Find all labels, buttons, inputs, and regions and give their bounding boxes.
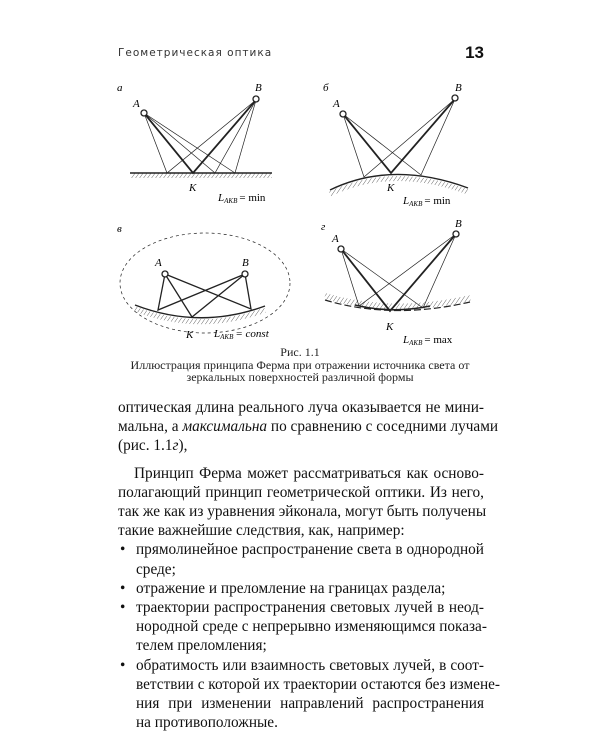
figure-caption-line: зеркальных поверхностей различной формы xyxy=(186,370,414,384)
text-line: (рис. 1.1г), xyxy=(118,437,188,455)
page-number: 13 xyxy=(465,43,484,62)
point-k-label: K xyxy=(189,182,197,194)
formula: LAKB = min xyxy=(218,192,266,205)
text-line: телем преломления; xyxy=(136,637,267,655)
formula: LAKB = max xyxy=(403,334,453,347)
point-b-label: B xyxy=(255,82,262,94)
text-line: полагающий принцип геометрической оптики. Из него, xyxy=(118,483,484,501)
text-line: Принцип Ферма может рассматриваться как осново- xyxy=(134,464,484,482)
point-a-label: A xyxy=(332,233,339,245)
text-line: ния при изменении направлений распространения xyxy=(136,695,484,713)
point-a-label: A xyxy=(155,257,162,269)
bullet-item: • траектории распространения световых лучей в неод- xyxy=(118,598,484,617)
text-line: на противоположные. xyxy=(136,714,278,732)
running-title: Геометрическая оптика xyxy=(118,47,273,59)
point-a-label: A xyxy=(133,98,140,110)
point-k-label: K xyxy=(186,329,194,341)
text-line: ветствии с которой их траектории остаются без измене- xyxy=(136,675,501,693)
panel-letter: а xyxy=(117,82,123,94)
panel-c xyxy=(120,233,290,333)
text-line: мальна, а максимальна по сравнению с соседними лучами xyxy=(118,418,499,436)
text-line: среде; xyxy=(136,560,176,578)
point-a-label: A xyxy=(333,98,340,110)
point-k-label: K xyxy=(386,321,394,333)
point-b-label: B xyxy=(242,257,249,269)
point-b-label: B xyxy=(455,82,462,94)
figure-caption-title: Рис. 1.1 xyxy=(280,345,320,359)
bullet-item: • отражение и преломление на границах раздела; xyxy=(118,579,484,598)
bullet-item: • обратимость или взаимность световых лучей, в соот- xyxy=(118,656,484,675)
text-line: нородной среде с непрерывно изменяющимся показа- xyxy=(136,618,487,636)
panel-letter: б xyxy=(323,82,329,94)
panel-letter: г xyxy=(321,221,326,233)
text-line: так же как из уравнения эйконала, могут быть получены xyxy=(118,503,487,521)
formula: LAKB = min xyxy=(403,195,451,208)
text-line: оптическая длина реального луча оказывается не мини- xyxy=(118,399,484,416)
figure-caption-line: Иллюстрация принципа Ферма при отражении источника света от xyxy=(130,358,470,372)
point-b-label: B xyxy=(455,218,462,230)
bullet-item: • прямолинейное распространение света в однородной xyxy=(118,540,484,559)
panel-letter: в xyxy=(117,223,122,235)
formula: LAKB = const xyxy=(214,328,269,341)
point-k-label: K xyxy=(387,182,395,194)
panel-a xyxy=(130,96,272,178)
text-line: такие важнейшие следствия, как, например: xyxy=(118,522,405,540)
panel-b xyxy=(330,95,468,194)
panel-d xyxy=(325,231,470,311)
body-text xyxy=(118,398,501,732)
